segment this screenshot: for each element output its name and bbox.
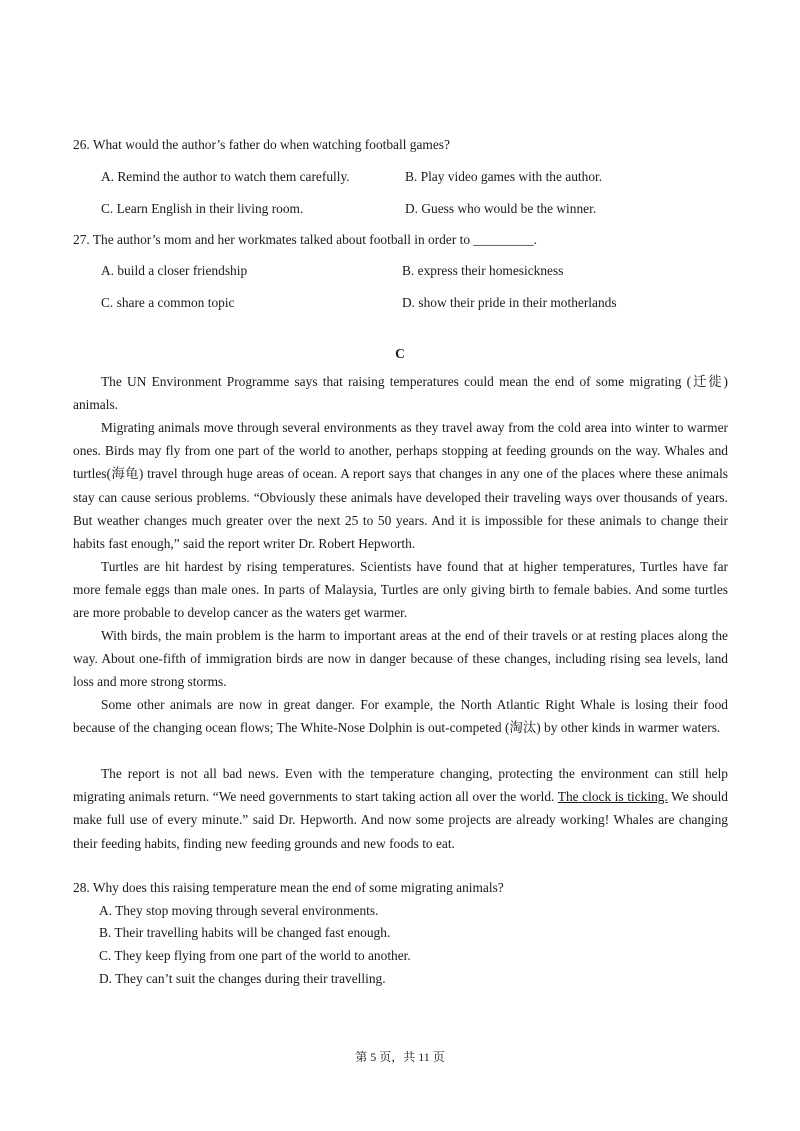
question-27-option-a: A. build a closer friendship <box>101 263 248 278</box>
question-28-option-b: B. Their travelling habits will be changed fast enough. <box>99 925 391 940</box>
question-27-option-b: B. express their homesickness <box>402 263 564 278</box>
question-26-stem: 26. What would the author’s father do when watching football games? <box>73 137 450 152</box>
question-27-option-c: C. share a common topic <box>101 295 235 310</box>
question-28-option-d: D. They can’t suit the changes during their travelling. <box>99 971 386 986</box>
question-27-stem: 27. The author’s mom and her workmates talked about football in order to _________. <box>73 232 537 247</box>
paragraph-6-text-end: We should make full use of every minute.” said Dr. Hepworth. And now some projects are already working! Whales are changing their feeding habits, finding new feeding grounds and new foods to eat. <box>73 789 728 851</box>
question-27-option-d: D. show their pride in their motherlands <box>402 295 617 310</box>
underlined-phrase: The clock is ticking. <box>557 789 668 805</box>
passage-paragraph-1: The UN Environment Programme says that raising temperatures could mean the end of some migrating (迁徙) animals. <box>73 374 728 413</box>
section-heading: C <box>395 346 405 361</box>
passage-paragraph-3: Turtles are hit hardest by rising temperatures. Scientists have found that at higher temperatures, Turtles have far more female eggs than male ones. In parts of Malaysia, Turtles are only giving birth to female babies. And some turtles are more probable to develop cancer as the waters get warmer. <box>73 559 728 621</box>
question-28-option-a: A. They stop moving through several environments. <box>99 903 379 918</box>
page-number-footer: 第 5 页，共 11 页 <box>355 1050 445 1064</box>
passage-paragraph-6 <box>73 762 728 855</box>
question-26-option-c: C. Learn English in their living room. <box>101 201 304 216</box>
question-28-option-c: C. They keep flying from one part of the world to another. <box>99 948 411 963</box>
question-26-option-b: B. Play video games with the author. <box>405 169 603 184</box>
passage-paragraph-4: With birds, the main problem is the harm to important areas at the end of their travels or at resting places along the way. About one-fifth of immigration birds are now in danger because of these changes, including rising sea levels, land loss and more strong storms. <box>73 628 728 690</box>
paragraph-6-text-start: The report is not all bad news. Even with the temperature changing, protecting the environment can still help migrating animals return. “We need governments to start taking action all over the world. <box>73 766 728 805</box>
question-28-stem: 28. Why does this raising temperature mean the end of some migrating animals? <box>73 880 504 895</box>
question-26-option-d: D. Guess who would be the winner. <box>405 201 597 216</box>
question-26-option-a: A. Remind the author to watch them carefully. <box>101 169 350 184</box>
passage-paragraph-2: Migrating animals move through several environments as they travel away from the cold area into winter to warmer ones. Birds may fly from one part of the world to another, perhaps stopping at feeding grounds on the way. Whales and turtles(海龟) travel through huge areas of ocean. A report says that changes in any one of the places where these animals stay can cause serious problems. “Obviously these animals have developed their traveling ways over thousands of years. But weather changes much greater over the next 25 to 50 years. And it is impossible for these animals to change their habits fast enough,” said the report writer Dr. Robert Hepworth. <box>73 420 728 552</box>
passage-paragraph-5: Some other animals are now in great danger. For example, the North Atlantic Right Whale is losing their food because of the changing ocean flows; The White-Nose Dolphin is out-competed (淘汰) by other kinds in warmer waters. <box>73 697 728 736</box>
